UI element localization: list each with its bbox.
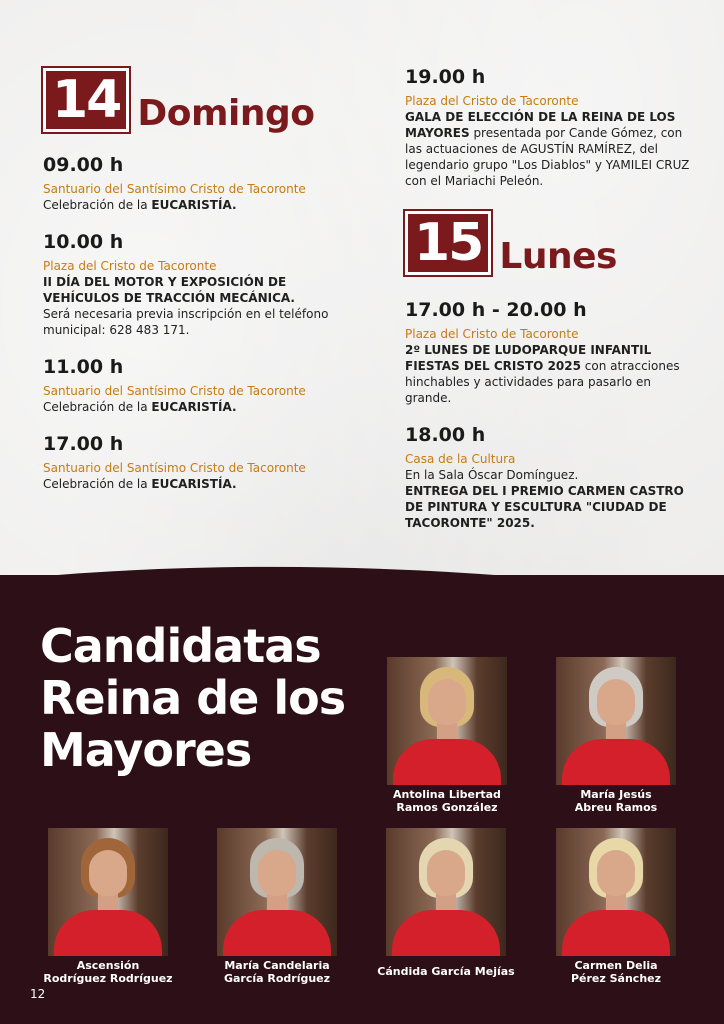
event-item <box>405 299 695 406</box>
event-place: Santuario del Santísimo Cristo de Tacoronte <box>43 461 306 475</box>
event-description: Celebración de la EUCARISTÍA. <box>43 198 237 212</box>
event-time: 11.00 h <box>43 356 124 378</box>
event-time: 19.00 h <box>405 66 486 88</box>
event-description: 2º LUNES DE LUDOPARQUE INFANTIL FIESTAS DEL CRISTO 2025 con atracciones hinchables y actividades para pasarlo en grande. <box>405 343 680 405</box>
candidate-name: Cándida García Mejías <box>377 965 515 978</box>
event-item <box>405 66 695 189</box>
page-number: 12 <box>30 987 46 1001</box>
candidate-name: Antolina Libertad Ramos González <box>393 788 501 814</box>
event-description: GALA DE ELECCIÓN DE LA REINA DE LOS MAYORES presentada por Cande Gómez, con las actuaciones de AGUSTÍN RAMÍREZ, del legendario grupo "Los Diablos" y YAMILEI CRUZ con el Mariachi Peleón. <box>405 110 690 188</box>
day-15-column <box>405 66 695 549</box>
event-time: 09.00 h <box>43 154 124 176</box>
event-place: Plaza del Cristo de Tacoronte <box>405 327 579 341</box>
candidate-photo <box>556 657 676 785</box>
candidate-photo <box>387 657 507 785</box>
candidate-name: Carmen Delia Pérez Sánchez <box>570 959 662 985</box>
candidate-name: Ascensión Rodríguez Rodríguez <box>43 959 173 985</box>
candidate-photo <box>48 828 168 956</box>
event-time: 17.00 h - 20.00 h <box>405 299 587 321</box>
candidate-photo <box>217 828 337 956</box>
day-15-header <box>405 211 695 275</box>
event-item <box>43 231 363 338</box>
day-name: Domingo <box>137 93 315 134</box>
event-item <box>43 356 363 415</box>
event-place: Plaza del Cristo de Tacoronte <box>43 259 217 273</box>
event-description: Celebración de la EUCARISTÍA. <box>43 400 237 414</box>
event-item <box>43 154 363 213</box>
event-item <box>405 424 695 531</box>
candidates-title: Candidatas Reina de los Mayores <box>40 619 346 777</box>
candidate-photo <box>556 828 676 956</box>
event-place: Santuario del Santísimo Cristo de Tacoronte <box>43 182 306 196</box>
event-place: Santuario del Santísimo Cristo de Tacoronte <box>43 384 306 398</box>
candidate-name: María Candelaria García Rodríguez <box>223 959 331 985</box>
day-number: 14 <box>43 68 129 132</box>
event-item <box>43 433 363 492</box>
day-name: Lunes <box>499 236 617 277</box>
event-description: En la Sala Óscar Domínguez. ENTREGA DEL I PREMIO CARMEN CASTRO DE PINTURA Y ESCULTURA "CIUDAD DE TACORONTE" 2025. <box>405 468 684 530</box>
day-14-header <box>43 68 363 132</box>
event-time: 17.00 h <box>43 433 124 455</box>
day-14-column <box>43 68 363 510</box>
candidate-photo <box>386 828 506 956</box>
candidate-name: María Jesús Abreu Ramos <box>574 788 658 814</box>
event-time: 10.00 h <box>43 231 124 253</box>
event-place: Casa de la Cultura <box>405 452 516 466</box>
event-time: 18.00 h <box>405 424 486 446</box>
event-place: Plaza del Cristo de Tacoronte <box>405 94 579 108</box>
day-number: 15 <box>405 211 491 275</box>
event-description: Celebración de la EUCARISTÍA. <box>43 477 237 491</box>
event-description: II DÍA DEL MOTOR Y EXPOSICIÓN DE VEHÍCULOS DE TRACCIÓN MECÁNICA. Será necesaria previa inscripción en el teléfono municipal: 628 483 171. <box>43 275 329 337</box>
